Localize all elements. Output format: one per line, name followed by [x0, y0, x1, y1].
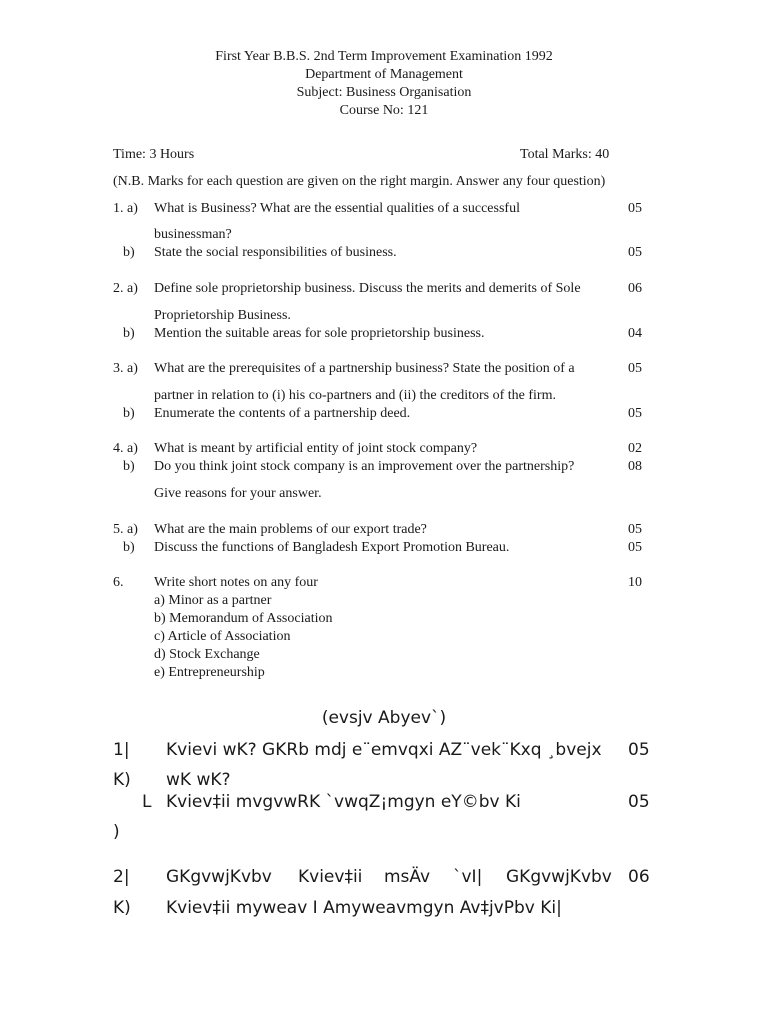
question-marks: 05 [628, 245, 642, 260]
question-marks: 05 [628, 792, 650, 812]
subject: Subject: Business Organisation [296, 85, 472, 100]
question-word: GKgvwjKvbv [506, 867, 612, 887]
question-marks: 06 [628, 281, 642, 296]
question-label: L [142, 792, 152, 812]
question-text: Proprietorship Business. [154, 308, 291, 323]
question-label: ) [113, 822, 120, 842]
question-label: 6. [113, 575, 124, 590]
question-marks: 05 [628, 361, 642, 376]
total-marks: Total Marks: 40 [520, 147, 610, 162]
question-marks: 05 [628, 540, 642, 555]
question-word: GKgvwjKvbv [166, 867, 272, 887]
question-label: 2| [113, 867, 130, 887]
question-label: K) [113, 770, 131, 790]
exam-title: First Year B.B.S. 2nd Term Improvement Examination 1992 [215, 49, 553, 64]
question-label: K) [113, 898, 131, 918]
translation-title: (evsjv Abyev`) [321, 708, 447, 728]
short-note-item: e) Entrepreneurship [154, 665, 265, 680]
question-marks: 05 [628, 201, 642, 216]
question-text: Kviev‡ii mvgvwRK `vwqZ¡mgyn eY©bv Ki [166, 792, 521, 812]
question-label: 2. a) [113, 281, 138, 296]
question-label: b) [123, 245, 135, 260]
question-word: msÄv [384, 867, 431, 887]
question-text: What are the prerequisites of a partnership business? State the position of a [154, 361, 575, 376]
question-label: 1| [113, 740, 130, 760]
question-label: 5. a) [113, 522, 138, 537]
short-note-item: d) Stock Exchange [154, 647, 260, 662]
question-text: What is Business? What are the essential qualities of a successful [154, 201, 520, 216]
question-text: wK wK? [166, 770, 231, 790]
exam-time: Time: 3 Hours [113, 147, 195, 162]
question-marks: 08 [628, 459, 642, 474]
question-label: 4. a) [113, 441, 138, 456]
question-text: Discuss the functions of Bangladesh Export Promotion Bureau. [154, 540, 510, 555]
short-note-item: a) Minor as a partner [154, 593, 272, 608]
question-marks: 06 [628, 867, 650, 887]
question-marks: 05 [628, 406, 642, 421]
question-text: Kviev‡ii myweav I Amyweavmgyn Av‡jvPbv Ki| [166, 898, 562, 918]
question-text: partner in relation to (i) his co-partners and (ii) the creditors of the firm. [154, 388, 556, 403]
question-text: What are the main problems of our export trade? [154, 522, 427, 537]
question-text: Define sole proprietorship business. Discuss the merits and demerits of Sole [154, 281, 581, 296]
short-note-item: b) Memorandum of Association [154, 611, 333, 626]
question-word: Kviev‡ii [298, 867, 363, 887]
department: Department of Management [305, 67, 463, 82]
question-text: Kvievi wK? GKRb mdj e¨emvqxi AZ¨vek¨Kxq ¸bvejx [166, 740, 602, 760]
instructions-note: (N.B. Marks for each question are given on the right margin. Answer any four question) [113, 174, 606, 189]
question-text: What is meant by artificial entity of joint stock company? [154, 441, 478, 456]
question-marks: 05 [628, 522, 642, 537]
question-label: 1. a) [113, 201, 138, 216]
short-note-item: c) Article of Association [154, 629, 291, 644]
question-text: State the social responsibilities of business. [154, 245, 397, 260]
question-text: businessman? [154, 227, 232, 242]
question-label: b) [123, 459, 135, 474]
question-marks: 05 [628, 740, 650, 760]
question-label: b) [123, 406, 135, 421]
question-marks: 02 [628, 441, 642, 456]
question-text: Enumerate the contents of a partnership deed. [154, 406, 411, 421]
question-text: Do you think joint stock company is an improvement over the partnership? [154, 459, 575, 474]
question-word: `vI| [453, 867, 483, 887]
question-label: 3. a) [113, 361, 138, 376]
question-text: Give reasons for your answer. [154, 486, 322, 501]
question-label: b) [123, 540, 135, 555]
question-text: Write short notes on any four [154, 575, 318, 590]
question-text: Mention the suitable areas for sole proprietorship business. [154, 326, 485, 341]
question-label: b) [123, 326, 135, 341]
question-marks: 10 [628, 575, 642, 590]
question-marks: 04 [628, 326, 642, 341]
course-number: Course No: 121 [339, 103, 429, 118]
